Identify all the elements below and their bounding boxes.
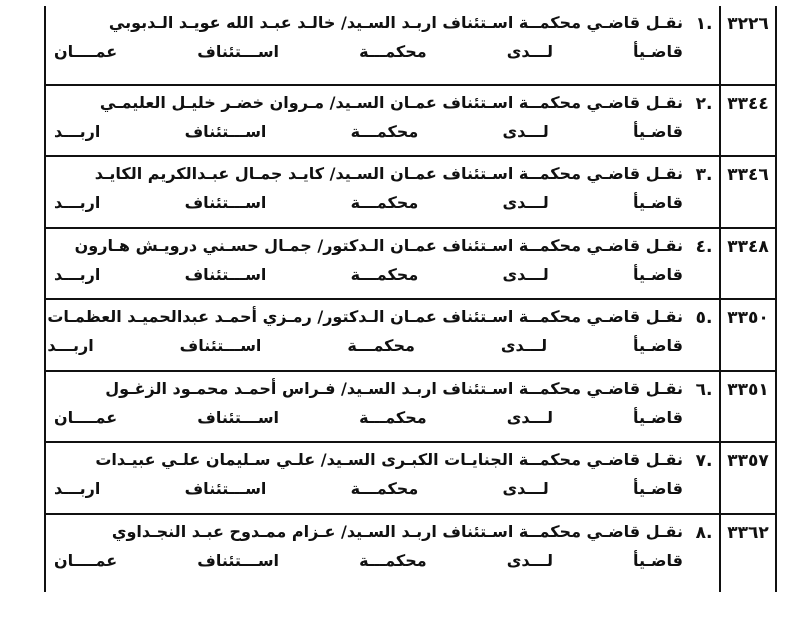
entry-text: [46, 443, 689, 513]
item-index: .٣: [695, 165, 713, 185]
transfer-line: نقـل قاضـي محكمــة اسـتئناف اربـد السـيد/ خالـد عبـد الله عويـد الـدبوبي: [108, 13, 683, 32]
item-index: .٦: [695, 380, 713, 400]
table-row: [46, 443, 775, 515]
assignment-line: قاضـيأ لـــدى محكمـــة اســـتئناف اربـــد: [54, 122, 683, 141]
transfer-line: نقـل قاضـي محكمــة اسـتئناف عمـان الـدكتور/ جمـال حسـني درويـش هـارون: [74, 236, 683, 255]
item-index: .٥: [695, 308, 713, 328]
item-index: .٤: [695, 237, 713, 257]
transfer-line: نقـل قاضـي محكمــة اسـتئناف اربـد السـيد/ عـزام ممـدوح عبـد النجـداوي: [111, 522, 683, 541]
entry-text: [46, 6, 689, 84]
transfer-line: نقـل قاضـي محكمــة اسـتئناف عمـان الـدكتور/ رمـزي أحمـد عبدالحميـد العظمـات: [47, 307, 683, 326]
item-index: .٢: [695, 94, 713, 114]
table-row: [46, 6, 775, 86]
assignment-line: قاضـيأ لـــدى محكمـــة اســـتئناف اربـــد: [47, 336, 683, 355]
table-row: [46, 229, 775, 300]
entry-text: [46, 157, 689, 227]
record-number: ٣٣٥٠: [719, 300, 775, 370]
record-number: ٣٣٥٧: [719, 443, 775, 513]
item-index: .١: [695, 14, 713, 34]
transfer-line: نقـل قاضـي محكمــة اسـتئناف عمـان السـيد/ مـروان خضـر خليـل العليمـي: [99, 93, 683, 112]
assignment-line: قاضـيأ لـــدى محكمـــة اســـتئناف اربـــد: [54, 265, 683, 284]
assignment-line: قاضـيأ لـــدى محكمـــة اســـتئناف اربـــد: [54, 193, 683, 212]
table-row: [46, 86, 775, 157]
record-number: ٣٣٤٨: [719, 229, 775, 298]
assignment-line: قاضـيأ لـــدى محكمـــة اســـتئناف عمــــان: [54, 551, 683, 570]
record-number: ٣٣٥١: [719, 372, 775, 441]
entry-text: [46, 372, 689, 441]
entry-text: [46, 229, 689, 298]
entry-text: [39, 300, 689, 370]
table-row: [46, 300, 775, 372]
transfer-table: [44, 6, 777, 592]
table-row: [46, 372, 775, 443]
entry-text: [46, 86, 689, 155]
transfer-line: نقـل قاضـي محكمــة الجنايـات الكبـرى السـيد/ علـي سـليمان علـي عبيـدات: [95, 450, 683, 469]
assignment-line: قاضـيأ لـــدى محكمـــة اســـتئناف عمــــان: [54, 408, 683, 427]
record-number: ٣٣٦٢: [719, 515, 775, 592]
record-number: ٣٣٤٦: [719, 157, 775, 227]
item-index: .٧: [695, 451, 713, 471]
record-number: ٣٣٤٤: [719, 86, 775, 155]
table-row: [46, 157, 775, 229]
transfer-line: نقـل قاضـي محكمــة اسـتئناف عمـان السـيد/ كايـد جمـال عبـدالكريم الكايـد: [94, 164, 683, 183]
entry-text: [46, 515, 689, 592]
record-number: ٣٢٢٦: [719, 6, 775, 84]
item-index: .٨: [695, 523, 713, 543]
assignment-line: قاضـيأ لـــدى محكمـــة اســـتئناف عمــــان: [54, 42, 683, 61]
table-row: [46, 515, 775, 592]
assignment-line: قاضـيأ لـــدى محكمـــة اســـتئناف اربـــد: [54, 479, 683, 498]
transfer-line: نقـل قاضـي محكمــة اسـتئناف اربـد السـيد/ فـراس أحمـد محمـود الزغـول: [105, 379, 683, 398]
